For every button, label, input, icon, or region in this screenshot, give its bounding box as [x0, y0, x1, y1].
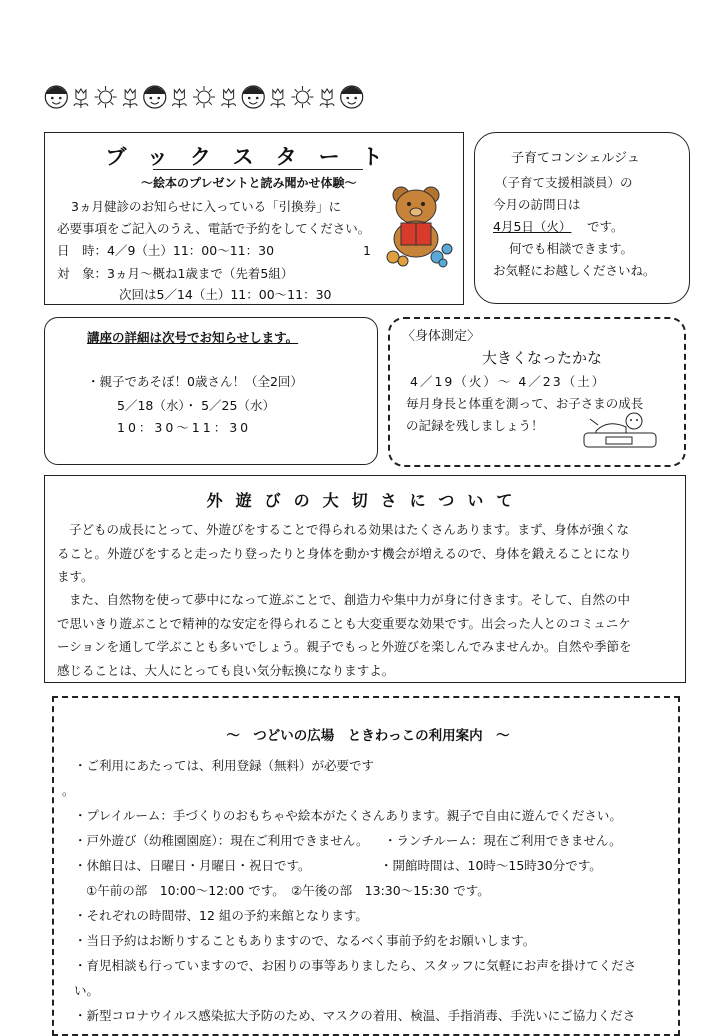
- guide-line-registration: ・ご利用にあたっては、利用登録（無料）が必要です: [74, 758, 375, 773]
- guide-title: ～ つどいの広場 ときわっこの利用案内 ～: [226, 728, 510, 744]
- bookstart-datetime-tail: 1: [363, 243, 371, 258]
- outdoor-p2-line2: で思いきり遊ぶことで精神的な安定を得られることも大変重要な効果です。出会った人とのコミュニケ: [57, 615, 631, 631]
- tulip-icon: [123, 89, 137, 108]
- concierge-subtitle: （子育て支援相談員）の: [495, 175, 633, 190]
- bookstart-box: [44, 132, 464, 305]
- guide-line-sessions: ①午前の部 10:00～12:00 です。 ②午後の部 13:30～15:30 です。: [86, 883, 490, 898]
- guide-line-covid: ・新型コロナウイルス感染拡大予防のため、マスクの着用、検温、手指消毒、手洗いにご協力くださ: [74, 1008, 636, 1023]
- child-face-icon: [242, 86, 264, 108]
- bookstart-subtitle: ～絵本のプレゼントと読み聞かせ体験～: [141, 176, 357, 190]
- measure-dates: 4／19（火）～ 4／23（土）: [410, 374, 607, 389]
- sun-icon: [291, 86, 313, 108]
- bear-reading-book-icon: [381, 177, 457, 271]
- tulip-icon: [74, 89, 88, 108]
- outdoor-play-box: [44, 475, 686, 683]
- measure-label: 〈身体測定〉: [402, 329, 481, 344]
- outdoor-p1-line3: ます。: [57, 569, 94, 584]
- child-face-icon: [144, 86, 166, 108]
- bookstart-line2: 必要事項をご記入のうえ、電話で予約をしてください。: [57, 221, 371, 236]
- bookstart-next: 次回は5／14（土）11：00～11：30: [119, 287, 332, 302]
- concierge-line1: 今月の訪問日は: [493, 197, 581, 212]
- child-face-icon: [45, 86, 67, 108]
- bookstart-title: ブックスタート: [105, 145, 405, 169]
- outdoor-p1-line1: 子どもの成長にとって、外遊びをすることで得られる効果はたくさんあります。まず、身体が強くな: [69, 522, 630, 537]
- sun-icon: [95, 86, 117, 108]
- guide-line-same-day: ・当日予約はお断りすることもありますので、なるべく事前予約をお願いします。: [74, 933, 536, 948]
- lecture-item: ・親子であそぼ！0歳さん！（全2回）: [87, 374, 303, 389]
- guide-line-lunchroom: ・ランチルーム：現在ご利用できません。: [384, 833, 622, 848]
- outdoor-p2-line4: 感じることは、大人にとっても良い気分転換になりますよ。: [57, 662, 395, 678]
- outdoor-paragraph-1: [57, 518, 675, 589]
- outdoor-p2-line1: また、自然物を使って夢中になって遊ぶことで、創造力や集中力が身に付きます。そして、自然の中: [69, 592, 631, 607]
- concierge-visit-date: 4月5日（火）: [493, 219, 572, 234]
- bookstart-line1: 3ヵ月健診のお知らせに入っている「引換券」に: [71, 199, 342, 214]
- measure-title: 大きくなったかな: [482, 349, 603, 367]
- usage-guide-box: [52, 696, 680, 1036]
- lecture-dates: 5／18（水）・ 5／25（水）: [117, 398, 275, 413]
- guide-line-consultation: ・育児相談も行っていますので、お困りの事等ありましたら、スタッフに気軽にお声を掛けてくださ: [74, 958, 637, 973]
- concierge-line3: お気軽にお越しくださいね。: [493, 263, 656, 278]
- bookstart-datetime: 日 時：4／9（土）11：00～11：30: [57, 243, 275, 258]
- decorative-header-band: [44, 78, 364, 112]
- tulip-icon: [222, 89, 236, 108]
- measure-text2: の記録を残しましょう！: [406, 418, 544, 433]
- guide-line-consultation-tail: い。: [74, 983, 100, 998]
- child-face-icon: [341, 86, 363, 108]
- concierge-title: 子育てコンシェルジュ: [511, 151, 640, 166]
- sun-icon: [193, 86, 215, 108]
- guide-line-open-hours: ・開館時間は、10時～15時30分です。: [380, 858, 602, 873]
- measure-text1: 毎月身長と体重を測って、お子さまの成長: [406, 396, 644, 411]
- concierge-date-tail: です。: [587, 219, 624, 234]
- baby-on-scale-icon: [578, 411, 668, 451]
- bookstart-target: 対 象：3ヵ月～概ね1歳まで（先着5組）: [57, 266, 294, 281]
- guide-line-outdoor: ・戸外遊び（幼稚園園庭）：現在ご利用できません。: [74, 833, 369, 848]
- outdoor-title: 外遊びの大切さについて: [206, 491, 526, 510]
- tulip-icon: [172, 89, 186, 108]
- lecture-heading: 講座の詳細は次号でお知らせします。: [87, 330, 299, 345]
- body-measurement-box: [388, 317, 686, 467]
- lecture-time: 10：30～11：30: [117, 420, 252, 435]
- concierge-box: [474, 132, 690, 304]
- concierge-line2: 何でも相談できます。: [509, 241, 634, 256]
- tulip-icon: [271, 89, 285, 108]
- guide-line-closed-days: ・休館日は、日曜日・月曜日・祝日です。: [74, 858, 311, 873]
- tulip-icon: [320, 89, 334, 108]
- guide-line-playroom: ・プレイルーム：手づくりのおもちゃや絵本がたくさんあります。親子で自由に遊んでください。: [74, 808, 622, 823]
- bookstart-title-underline: [153, 169, 363, 170]
- outdoor-p2-line3: ーションを通して学ぶことも多いでしょう。親子でもっと外遊びを楽しんでみませんか。自然や季節を: [57, 639, 632, 654]
- outdoor-paragraph-2: [57, 588, 675, 682]
- guide-line-registration-tail: 。: [62, 783, 75, 798]
- guide-line-reservations: ・それぞれの時間帯、12 組の予約来館となります。: [74, 908, 368, 923]
- lecture-box: [44, 317, 378, 465]
- outdoor-p1-line2: ること。外遊びをすると走ったり登ったりと身体を動かす機会が増えるので、身体を鍛えることになり: [57, 545, 632, 561]
